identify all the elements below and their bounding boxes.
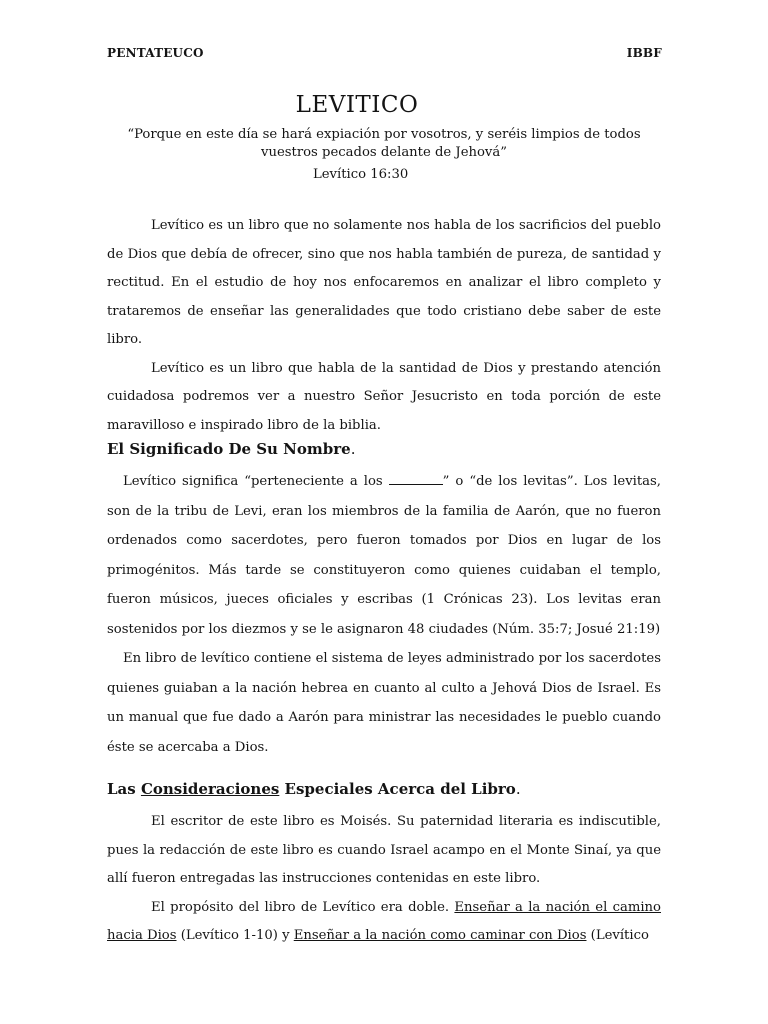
purpose-underlined-2: Enseñar a la nación como caminar con Dios <box>293 928 587 943</box>
heading-text-b: Especiales Acerca del Libro <box>279 780 516 798</box>
section-considerations-body <box>107 808 661 951</box>
section-heading-meaning <box>107 440 661 458</box>
heading-period: . <box>350 440 356 458</box>
considerations-paragraph-1: El escritor de este libro es Moisés. Su paternidad literaria es indiscutible, pues la redacción de este libro es cuando Israel acampo en el Monte Sinaí, ya que allí fueron entregadas las instrucciones contenidas en este libro. <box>107 814 661 886</box>
heading-text: El Significado De Su Nombre <box>107 440 351 458</box>
heading-text-underlined: Consideraciones <box>140 780 280 798</box>
meaning-text-a: Levítico significa “perteneciente a los <box>123 474 389 489</box>
intro-paragraph-2: Levítico es un libro que habla de la santidad de Dios y prestando atención cuidadosa podremos ver a nuestro Señor Jesucristo en toda porción de este maravilloso e inspirado libro de la biblia. <box>107 360 661 433</box>
epigraph-quote: “Porque en este día se hará expiación por vosotros, y seréis limpios de todos vuestros pecados delante de Jehová” <box>127 127 641 160</box>
heading-text-a: Las <box>107 780 141 798</box>
section-considerations <box>107 780 661 798</box>
fill-in-blank <box>389 474 443 485</box>
purpose-text-c: (Levítico <box>586 928 649 943</box>
section-meaning <box>107 440 661 458</box>
meaning-paragraph-2: En libro de levítico contiene el sistema de leyes administrado por los sacerdotes quienes guiaban a la nación hebrea en cuanto al culto a Jehová Dios de Israel. Es un manual que fue dado a Aarón para ministrar las necesidades le pueblo cuando éste se acercaba a Dios. <box>107 651 661 755</box>
considerations-paragraph-2 <box>107 894 661 951</box>
section-heading-considerations <box>107 780 661 798</box>
purpose-text-a: El propósito del libro de Levítico era doble. <box>151 899 455 915</box>
epigraph-reference: Levítico 16:30 <box>313 167 409 182</box>
heading-period: . <box>515 780 521 798</box>
meaning-text-b: ” o “de los levitas”. Los levitas, son de la tribu de Levi, eran los miembros de la familia de Aarón, que no fueron ordenados como sacerdotes, pero fueron tomados por Dios en lugar de los primogénitos. Más tarde se constituyeron como quienes cuidaban el templo, fueron músicos, jueces oficiales y escribas (1 Crónicas 23). Los levitas eran sostenidos por los diezmos y se le asignaron 48 ciudades (Núm. 35:7; Josué 21:19) <box>107 474 662 637</box>
section-meaning-body <box>107 467 661 762</box>
running-header-right: IBBF <box>626 46 662 60</box>
meaning-paragraph-1 <box>107 467 661 644</box>
purpose-text-b: (Levítico 1-10) y <box>176 928 294 943</box>
intro-paragraph-1: Levítico es un libro que no solamente nos habla de los sacrificios del pueblo de Dios que debía de ofrecer, sino que nos habla también de pureza, de santidad y rectitud. En el estudio de hoy nos enfocaremos en analizar el libro completo y trataremos de enseñar las generalidades que todo cristiano debe saber de este libro. <box>107 218 661 347</box>
running-header-left: PENTATEUCO <box>107 46 204 60</box>
intro-section <box>107 212 661 440</box>
page-title: LEVITICO <box>295 92 419 118</box>
purpose-underlined-1: Enseñar a la nación el camino hacia Dios <box>107 899 661 943</box>
